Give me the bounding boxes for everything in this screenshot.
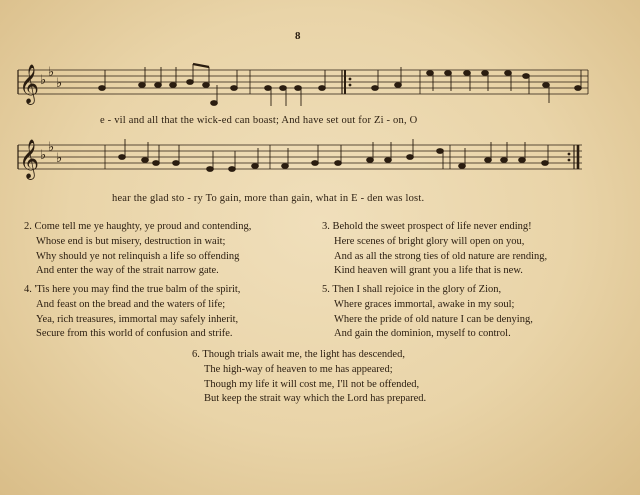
- page-number: 8: [295, 30, 301, 42]
- verse-number: 5.: [322, 284, 330, 295]
- verse-line: Come tell me ye haughty, ye proud and contending,: [34, 221, 252, 232]
- verse-line: Then I shall rejoice in the glory of Zion,: [332, 284, 502, 295]
- treble-clef-1: [19, 64, 39, 105]
- verse-5: [322, 283, 533, 342]
- verse-line: Here scenes of bright glory will open on you,: [334, 235, 525, 247]
- verse-4: [24, 283, 240, 342]
- verse-line: 'Tis here you may find the true balm of the spirit,: [34, 284, 241, 295]
- svg-text:♭: ♭: [56, 76, 63, 91]
- svg-text:♭: ♭: [40, 73, 47, 88]
- verse-line: Yea, rich treasures, immortal may safely inherit,: [36, 313, 239, 325]
- verse-number: 4.: [24, 284, 32, 295]
- verse-line: And feast on the bread and the waters of life;: [36, 298, 226, 310]
- treble-clef-2: [19, 139, 39, 180]
- verse-3: [322, 220, 547, 279]
- verse-line: The high-way of heaven to me has appeared;: [204, 363, 393, 375]
- lyric-line-1: e - vil and all that the wick-ed can boast; And have set out for Zi - on, O: [100, 115, 418, 126]
- verse-line: Where the pride of old nature I can be denying,: [334, 313, 533, 325]
- svg-text:♭: ♭: [56, 151, 63, 166]
- svg-text:♭: ♭: [40, 148, 47, 163]
- verse-number: 2.: [24, 221, 32, 232]
- key-signature-flats: [40, 65, 62, 166]
- verse-line: But keep the strait way which the Lord has prepared.: [204, 393, 427, 405]
- verse-line: And enter the way of the strait narrow gate.: [36, 265, 219, 277]
- lyric-line-2: hear the glad sto - ry To gain, more than gain, what in E - den was lost.: [112, 193, 425, 204]
- verse-line: Kind heaven will grant you a life that is new.: [334, 265, 523, 277]
- verse-line: Whose end is but misery, destruction in wait;: [36, 235, 226, 247]
- svg-text:𝄞: 𝄞: [19, 64, 40, 104]
- verse-line: Where graces immortal, awake in my soul;: [334, 298, 515, 310]
- verse-number: 3.: [322, 221, 330, 232]
- notes-staff-2: [119, 139, 549, 171]
- verse-line: Why should ye not relinquish a life so offending: [36, 250, 240, 262]
- svg-text:♭: ♭: [48, 140, 55, 155]
- svg-text:𝄞: 𝄞: [19, 139, 40, 179]
- staff-2: [18, 145, 582, 169]
- music-notation: [0, 0, 640, 200]
- verse-line: Though my life it will cost me, I'll not be offended,: [204, 378, 420, 390]
- verse-number: 6.: [192, 349, 200, 360]
- verse-line: Secure from this world of confusion and strife.: [36, 328, 233, 340]
- verse-line: Though trials await me, the light has descended,: [202, 349, 405, 360]
- verse-line: And as all the strong ties of old nature are rending,: [334, 250, 548, 262]
- svg-text:♭: ♭: [48, 65, 55, 80]
- verse-2: [24, 220, 251, 279]
- verse-line: Behold the sweet prospect of life never ending!: [332, 221, 532, 232]
- verse-6: [192, 348, 426, 407]
- verse-line: And gain the dominion, myself to control.: [334, 328, 511, 340]
